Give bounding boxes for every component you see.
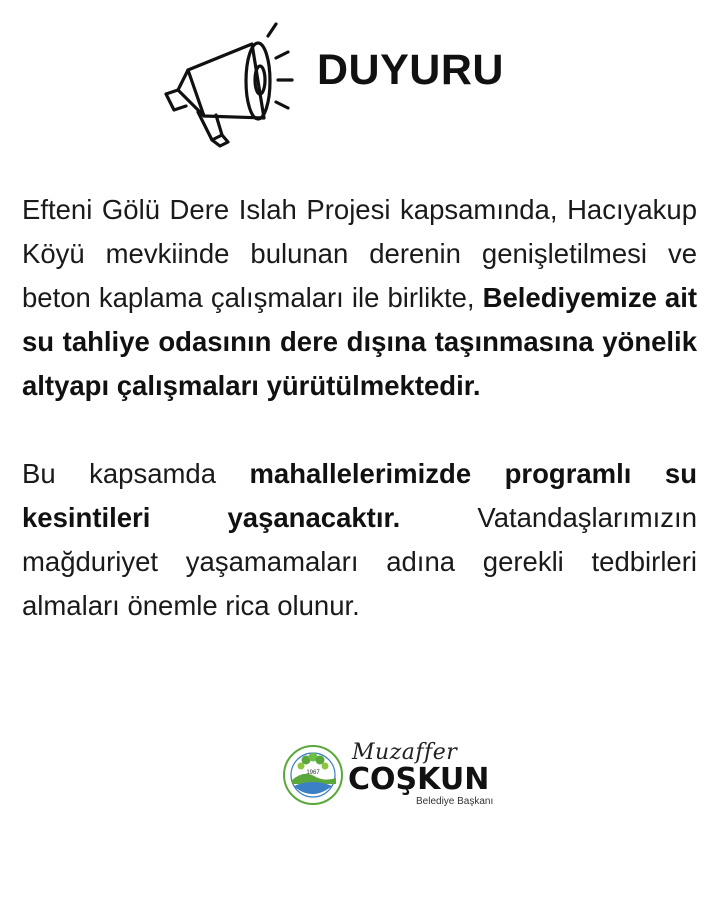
seal-year: 1967 — [306, 770, 320, 776]
mayor-first-name: Muzaffer — [352, 740, 458, 765]
paragraph-1-regular: Efteni Gölü Dere Islah Projesi kapsamında, Hacıyakup Köyü mevkiinde bulunan derenin genişletilmesi ve beton kaplama çalışmaları ile birlikte, — [22, 194, 697, 313]
mayor-last-name: COŞKUN — [348, 762, 490, 797]
mayor-role: Belediye Başkanı — [416, 796, 494, 807]
paragraph-2-bold: mahallelerimizde programlı su kesintileri yaşanacaktır. — [22, 458, 697, 533]
announcement-body — [22, 188, 697, 628]
paragraph-2-regular-start: Bu kapsamda — [22, 458, 250, 489]
paragraph-1 — [22, 188, 697, 408]
municipality-seal-logo — [282, 744, 344, 806]
announcement-title: DUYURU — [317, 46, 504, 94]
mayor-signature — [282, 740, 512, 812]
announcement-header — [160, 18, 540, 153]
megaphone-icon — [160, 18, 300, 153]
paragraph-2 — [22, 452, 697, 628]
paragraph-2-regular-end: Vatandaşlarımızın mağduriyet yaşamamaları adına gerekli tedbirleri almaları önemle rica olunur. — [22, 502, 697, 621]
paragraph-1-bold: Belediyemize ait su tahliye odasının dere dışına taşınmasına yönelik altyapı çalışmaları yürütülmektedir. — [22, 282, 698, 401]
